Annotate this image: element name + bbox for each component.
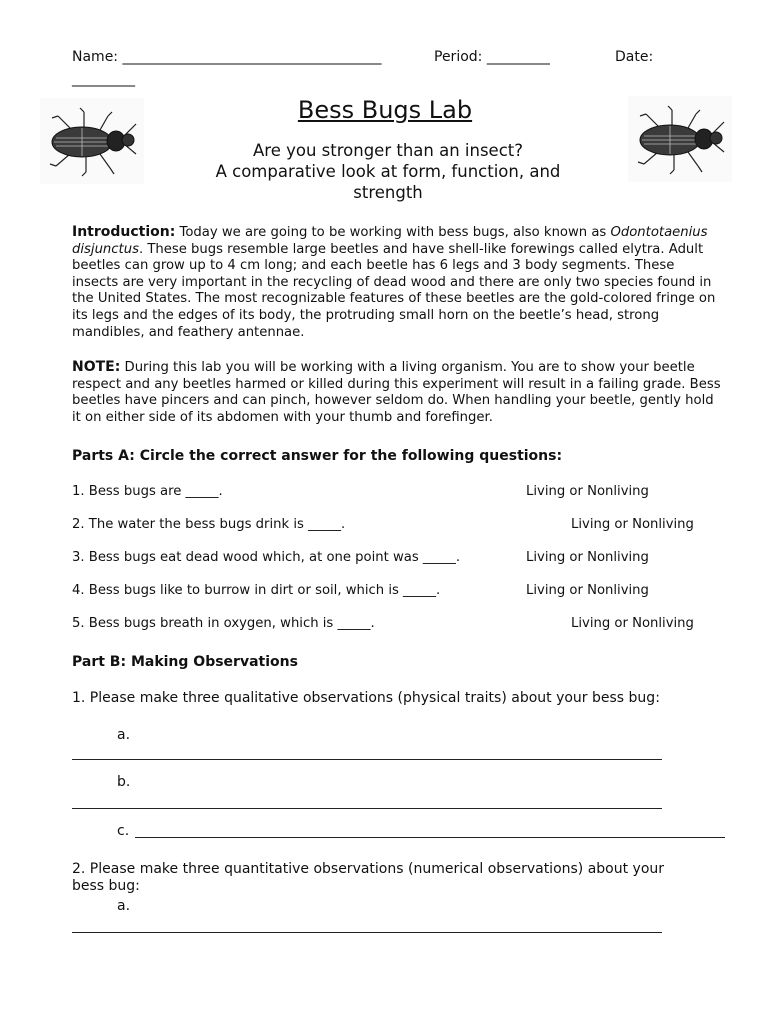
answer-line[interactable] (72, 808, 662, 809)
item-label-b: b. (117, 774, 131, 790)
item-label-a: a. (117, 727, 131, 743)
date-blank[interactable]: _________ (72, 71, 135, 87)
page-title: Bess Bugs Lab (297, 96, 473, 124)
question-3: 3. Bess bugs eat dead wood which, at one point was _____. (72, 550, 461, 565)
item-label-c: c. (117, 823, 130, 839)
part-a-heading: Parts A: Circle the correct answer for the following questions: (72, 448, 563, 464)
subtitle-line: strength (353, 183, 423, 202)
note-label: NOTE: (72, 359, 121, 375)
answer-choice-2[interactable]: Living or Nonliving (571, 517, 694, 532)
qualitative-question: 1. Please make three qualitative observations (physical traits) about your bess bug: (72, 690, 660, 706)
answer-line[interactable] (72, 759, 662, 760)
note-paragraph (72, 359, 722, 426)
answer-line[interactable] (72, 932, 662, 933)
answer-choice-3[interactable]: Living or Nonliving (526, 550, 649, 565)
intro-text: . These bugs resemble large beetles and have shell-like forewings called elytra. Adult beetles can grow up to 4 cm long; and each beetle has 6 legs and 3 body segments. These insects are very important in the recycling of dead wood and there are only two species found in the United States. The most recognizable features of these beetles are the gold-colored fringe on its legs and the edges of its body, the protruding small horn on the beetle’s head, strong mandibles, and feathery antennae. (72, 241, 716, 340)
note-text: During this lab you will be working with a living organism. You are to show your beetle respect and any beetles harmed or killed during this experiment will result in a failing grade. Bess beetles have pincers and can pinch, however seldom do. When handling your beetle, gently hold it on either side of its abdomen with your thumb and forefinger. (72, 360, 721, 425)
question-5: 5. Bess bugs breath in oxygen, which is _____. (72, 616, 375, 631)
intro-label: Introduction: (72, 224, 176, 240)
question-2: 2. The water the bess bugs drink is _____. (72, 517, 346, 532)
date-field[interactable]: Date: (615, 49, 654, 65)
intro-text: Today we are going to be working with bess bugs, also known as (175, 225, 611, 240)
subtitle-line: Are you stronger than an insect? (252, 141, 523, 160)
answer-choice-1[interactable]: Living or Nonliving (526, 484, 649, 499)
subtitle-line: A comparative look at form, function, and (215, 162, 561, 181)
period-field[interactable]: Period: _________ (434, 49, 550, 65)
species-name: Odontotaenius disjunctus (72, 225, 708, 257)
answer-choice-4[interactable]: Living or Nonliving (526, 583, 649, 598)
answer-line[interactable] (135, 837, 725, 838)
question-4: 4. Bess bugs like to burrow in dirt or soil, which is _____. (72, 583, 441, 598)
question-1: 1. Bess bugs are _____. (72, 484, 223, 499)
name-field[interactable]: Name: _____________________________________ (72, 49, 382, 65)
item-label-a: a. (117, 898, 131, 914)
part-b-heading: Part B: Making Observations (72, 654, 298, 670)
question-line: 2. Please make three quantitative observations (numerical observations) about your (72, 861, 665, 877)
student-info-line (72, 46, 712, 90)
question-line: bess bug: (72, 878, 140, 894)
quantitative-question (72, 861, 722, 895)
subtitle (190, 140, 586, 203)
answer-choice-5[interactable]: Living or Nonliving (571, 616, 694, 631)
introduction-paragraph (72, 224, 722, 341)
